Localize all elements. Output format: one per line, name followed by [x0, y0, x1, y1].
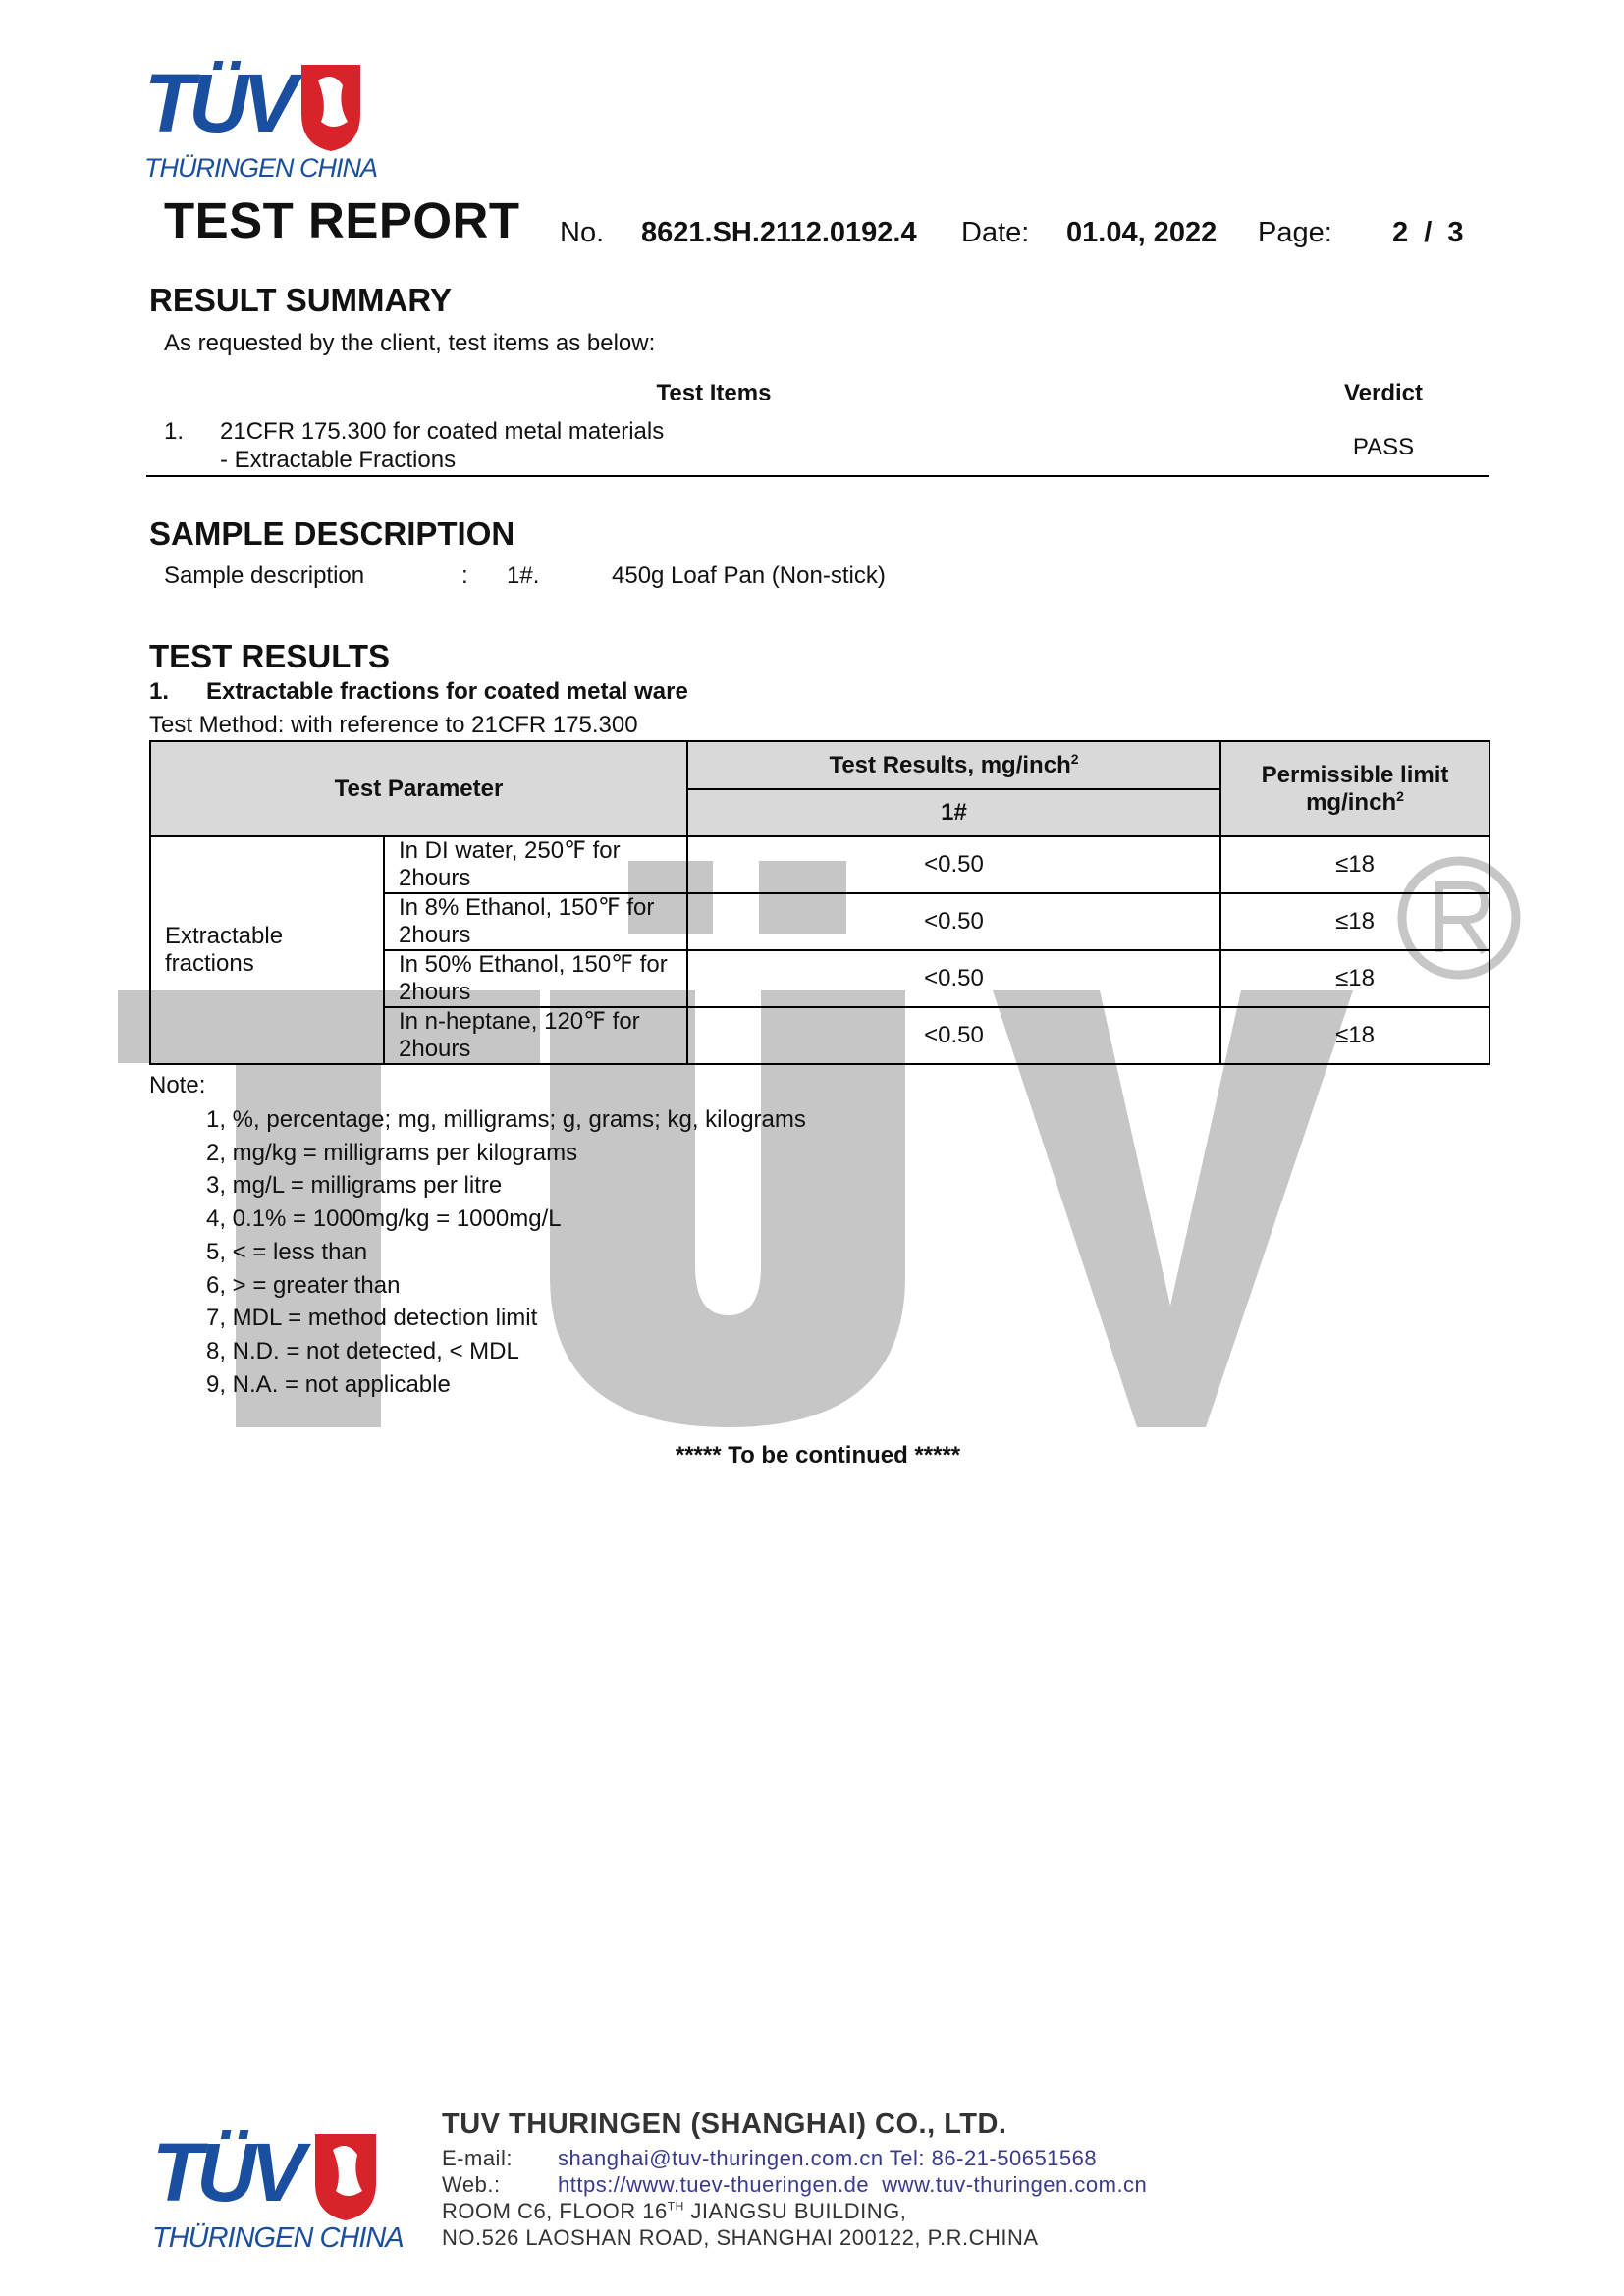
summary-row-verdict: PASS: [1352, 434, 1415, 460]
note-item: 5, < = less than: [206, 1238, 368, 1265]
notes-list: [206, 1103, 806, 1401]
footer-web-label: Web.:: [442, 2172, 501, 2197]
limit-cell: ≤18: [1220, 950, 1489, 1007]
report-no-label: No.: [560, 217, 605, 248]
col-test-results-label: Test Results, mg/inch: [829, 751, 1071, 778]
note-item: 7, MDL = method detection limit: [206, 1305, 538, 1332]
note-item: 1, %, percentage; mg, milligrams; g, grams; kg, kilograms: [206, 1106, 806, 1133]
result-cell: <0.50: [687, 893, 1220, 950]
footer-web-link-2[interactable]: www.tuv-thuringen.com.cn: [882, 2172, 1148, 2197]
footer-tuv-logo: [152, 2130, 404, 2254]
sample-description-colon: :: [461, 562, 468, 589]
date-value: 01.04, 2022: [1066, 217, 1218, 248]
col-permissible-limit: [1220, 741, 1489, 836]
note-item: 3, mg/L = milligrams per litre: [206, 1172, 503, 1200]
test-results-table: [149, 740, 1490, 1065]
col-sample-1: 1#: [687, 789, 1220, 836]
result-cell: <0.50: [687, 836, 1220, 893]
footer-web-line: [558, 2172, 1147, 2197]
summary-row-item-sub: - Extractable Fractions: [220, 447, 457, 473]
limit-cell: ≤18: [1220, 893, 1489, 950]
superscript: 2: [1070, 750, 1079, 767]
sample-id: 1#.: [507, 562, 540, 589]
table-header-row: [150, 741, 1489, 789]
footer-email-line: [558, 2146, 1097, 2170]
page-value: 2 / 3: [1392, 217, 1464, 248]
result-summary-heading: RESULT SUMMARY: [149, 282, 452, 318]
footer-logo-subtitle: THÜRINGEN CHINA: [152, 2222, 404, 2254]
result-summary-intro: As requested by the client, test items as below:: [164, 330, 656, 356]
verdict-header: Verdict: [1343, 380, 1424, 406]
parameter-cell: In n-heptane, 120℉ for 2hours: [384, 1007, 687, 1064]
note-item: 8, N.D. = not detected, < MDL: [206, 1337, 519, 1364]
group-extractable-fractions: Extractable fractions: [150, 836, 384, 1064]
note-item: 6, > = greater than: [206, 1271, 401, 1299]
limit-cell: ≤18: [1220, 1007, 1489, 1064]
footer-company: TUV THURINGEN (SHANGHAI) CO., LTD.: [442, 2109, 1007, 2140]
report-title: TEST REPORT: [164, 192, 520, 248]
address-part: ROOM C6, FLOOR 16: [442, 2199, 668, 2223]
summary-row-num: 1.: [164, 418, 185, 445]
to-be-continued: ***** To be continued *****: [675, 1442, 961, 1468]
page-label: Page:: [1258, 217, 1332, 248]
limit-cell: ≤18: [1220, 836, 1489, 893]
parameter-cell: In 50% Ethanol, 150℉ for 2hours: [384, 950, 687, 1007]
logo-subtitle: THÜRINGEN CHINA: [144, 153, 378, 183]
col-limit-unit: mg/inch: [1306, 788, 1397, 816]
test-results-sub-title: Extractable fractions for coated metal ware: [206, 678, 688, 705]
result-cell: <0.50: [687, 950, 1220, 1007]
sample-description-heading: SAMPLE DESCRIPTION: [149, 515, 515, 552]
test-results-sub-num: 1.: [149, 678, 170, 705]
summary-row-item: 21CFR 175.300 for coated metal materials: [220, 418, 665, 445]
notes-label: Note:: [149, 1072, 206, 1098]
superscript: 2: [1396, 787, 1404, 804]
footer-email-label: E-mail:: [442, 2146, 513, 2170]
report-no-value: 8621.SH.2112.0192.4: [641, 217, 917, 248]
footer-email[interactable]: shanghai@tuv-thuringen.com.cn: [558, 2146, 884, 2170]
sample-description-label: Sample description: [164, 562, 365, 589]
svg-text:TÜV: TÜV: [152, 2130, 299, 2218]
result-cell: <0.50: [687, 1007, 1220, 1064]
test-method: Test Method: with reference to 21CFR 175.300: [149, 712, 638, 738]
footer-web-link-1[interactable]: https://www.tuev-thueringen.de: [558, 2172, 870, 2197]
note-item: 9, N.A. = not applicable: [206, 1370, 451, 1398]
address-part: JIANGSU BUILDING,: [683, 2199, 907, 2223]
parameter-cell: In 8% Ethanol, 150℉ for 2hours: [384, 893, 687, 950]
footer-address-2: NO.526 LAOSHAN ROAD, SHANGHAI 200122, P.R.CHINA: [442, 2225, 1039, 2250]
tuv-logo: [144, 61, 380, 183]
test-items-header: Test Items: [656, 380, 772, 406]
test-results-heading: TEST RESULTS: [149, 638, 391, 674]
col-limit-label: Permissible limit: [1261, 761, 1449, 788]
svg-text:TÜV: TÜV: [144, 61, 292, 149]
table-row: [150, 836, 1489, 893]
superscript: TH: [667, 2199, 684, 2214]
summary-divider: [146, 475, 1489, 477]
date-label: Date:: [961, 217, 1030, 248]
sample-description-value: 450g Loaf Pan (Non-stick): [612, 562, 886, 589]
note-item: 4, 0.1% = 1000mg/kg = 1000mg/L: [206, 1205, 562, 1233]
note-item: 2, mg/kg = milligrams per kilograms: [206, 1139, 578, 1166]
col-test-results: [687, 741, 1220, 789]
footer-address-1: [442, 2199, 906, 2223]
parameter-cell: In DI water, 250℉ for 2hours: [384, 836, 687, 893]
footer-tel: Tel: 86-21-50651568: [889, 2146, 1098, 2170]
col-test-parameter: Test Parameter: [150, 741, 687, 836]
